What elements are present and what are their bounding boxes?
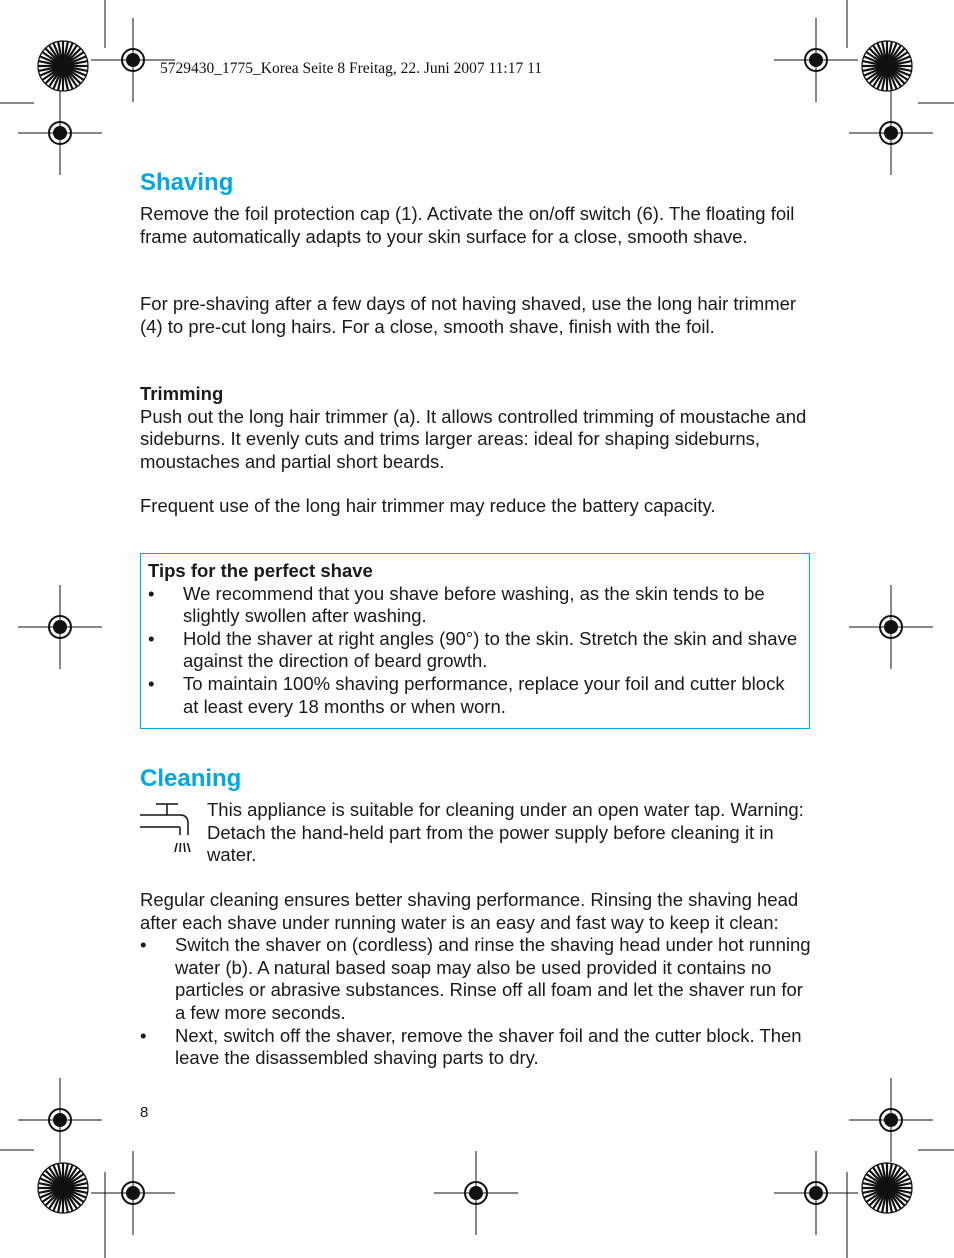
trimming-block bbox=[140, 383, 812, 473]
tips-box bbox=[140, 553, 810, 729]
tip-text: We recommend that you shave before washing, as the skin tends to be slightly swollen after washing. bbox=[183, 582, 765, 627]
tip-text: To maintain 100% shaving performance, replace your foil and cutter block at least every 18 months or when worn. bbox=[183, 672, 785, 717]
cleaning-intro: Regular cleaning ensures better shaving performance. Rinsing the shaving head after each shave under running water is an easy and fast way to keep it clean: bbox=[140, 889, 799, 933]
shaving-section bbox=[140, 169, 812, 197]
shaving-paragraph-1 bbox=[140, 203, 812, 248]
cleaning-heading-block bbox=[140, 765, 812, 793]
bullet: • bbox=[140, 1024, 147, 1046]
cleaning-body bbox=[140, 889, 812, 1070]
tips-list-item bbox=[148, 673, 804, 718]
cleaning-step-text: Switch the shaver on (cordless) and rinse the shaving head under hot running water (b). A natural based soap may also be used provided it contains no particles or abrasive substances. Rinse off all foam and let the shaver run for a few more seconds. bbox=[175, 934, 811, 1023]
battery-note-block bbox=[140, 495, 812, 518]
bullet: • bbox=[140, 934, 147, 956]
cleaning-heading: Cleaning bbox=[140, 765, 242, 792]
tips-list-item bbox=[148, 628, 804, 673]
battery-note: Frequent use of the long hair trimmer may reduce the battery capacity. bbox=[140, 495, 716, 516]
tips-list-item bbox=[148, 583, 804, 628]
bullet: • bbox=[148, 672, 155, 694]
tap-text-block bbox=[207, 799, 812, 867]
tip-text: Hold the shaver at right angles (90°) to the skin. Stretch the skin and shave against the direction of beard growth. bbox=[183, 627, 798, 672]
shaving-paragraph-2 bbox=[140, 293, 812, 338]
page-number: 8 bbox=[140, 1104, 149, 1121]
shaving-heading: Shaving bbox=[140, 169, 234, 196]
tips-heading: Tips for the perfect shave bbox=[148, 560, 373, 581]
shaving-para-1: Remove the foil protection cap (1). Activate the on/off switch (6). The floating foil frame automatically adapts to your skin surface for a close, smooth shave. bbox=[140, 203, 795, 247]
cleaning-step-text: Next, switch off the shaver, remove the shaver foil and the cutter block. Then leave the disassembled shaving parts to dry. bbox=[175, 1024, 802, 1069]
trimming-heading: Trimming bbox=[140, 383, 224, 404]
print-slug-line: 5729430_1775_Korea Seite 8 Freitag, 22. Juni 2007 11:17 11 bbox=[160, 60, 543, 77]
cleaning-list bbox=[140, 934, 812, 1070]
tap-text: This appliance is suitable for cleaning under an open water tap. Warning: Detach the hand-held part from the power supply before cleaning it in water. bbox=[207, 799, 804, 866]
tips-list bbox=[148, 583, 804, 719]
trimming-text: Push out the long hair trimmer (a). It allows controlled trimming of moustache and sideburns. It evenly cuts and trims larger areas: ideal for shaping sideburns, moustaches and partial short beards. bbox=[140, 405, 807, 472]
cleaning-list-item bbox=[140, 934, 812, 1024]
shaving-para-2: For pre-shaving after a few days of not having shaved, use the long hair trimmer (4) to pre-cut long hairs. For a close, smooth shave, finish with the foil. bbox=[140, 293, 797, 337]
bullet: • bbox=[148, 627, 155, 649]
cleaning-list-item bbox=[140, 1025, 812, 1070]
bullet: • bbox=[148, 582, 155, 604]
water-tap-icon bbox=[140, 802, 194, 858]
